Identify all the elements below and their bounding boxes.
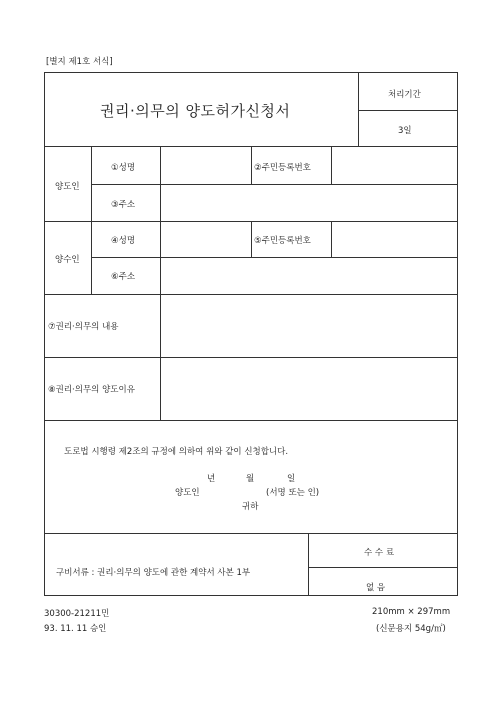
form-code: 30300-21211민 bbox=[44, 609, 110, 619]
addressee-label: 귀하 bbox=[242, 502, 259, 512]
transferee-address-label: ⑥주소 bbox=[111, 272, 136, 282]
transferor-label: 양도인 bbox=[55, 182, 80, 192]
date-month-label: 월 bbox=[246, 474, 255, 484]
transferor-rrn-field[interactable] bbox=[332, 147, 457, 184]
signer-label: 양도인 bbox=[175, 488, 200, 498]
transferee-rrn-field[interactable] bbox=[332, 222, 457, 257]
rights-content-label: ⑦권리·의무의 내용 bbox=[48, 322, 119, 332]
transferor-rrn-label: ②주민등록번호 bbox=[254, 163, 311, 173]
transferor-name-label: ①성명 bbox=[111, 163, 136, 173]
approval-date: 93. 11. 11 승인 bbox=[44, 624, 107, 634]
transferor-address-field[interactable] bbox=[161, 185, 457, 221]
fee-label: 수 수 료 bbox=[364, 548, 395, 558]
processing-period-label: 처리기간 bbox=[388, 90, 421, 100]
form-title: 권리·의무의 양도허가신청서 bbox=[100, 102, 291, 120]
transferee-label: 양수인 bbox=[55, 255, 80, 265]
date-year-label: 년 bbox=[207, 474, 216, 484]
rights-reason-field[interactable] bbox=[161, 358, 457, 420]
signature-note: (서명 또는 인) bbox=[266, 488, 320, 498]
transferee-address-field[interactable] bbox=[161, 258, 457, 294]
processing-period-value: 3일 bbox=[398, 126, 412, 136]
date-day-label: 일 bbox=[287, 474, 296, 484]
transferor-name-field[interactable] bbox=[161, 147, 251, 184]
transferee-rrn-label: ⑤주민등록번호 bbox=[254, 236, 311, 246]
required-documents: 구비서류 : 권리·의무의 양도에 관한 계약서 사본 1부 bbox=[56, 568, 251, 578]
paper-size: 210mm × 297mm bbox=[372, 607, 451, 617]
transferor-address-label: ③주소 bbox=[111, 200, 136, 210]
rights-reason-label: ⑧권리·의무의 양도이유 bbox=[48, 385, 135, 395]
transferee-name-field[interactable] bbox=[161, 222, 251, 257]
paper-type: (신문용지 54g/㎡) bbox=[376, 624, 446, 634]
fee-value: 없 음 bbox=[366, 583, 386, 593]
rights-content-field[interactable] bbox=[161, 295, 457, 357]
form-number-label: [별지 제1호 서식] bbox=[46, 57, 113, 67]
transferee-name-label: ④성명 bbox=[111, 236, 136, 246]
application-statement: 도로법 시행령 제2조의 규정에 의하여 위와 같이 신청합니다. bbox=[64, 447, 289, 457]
